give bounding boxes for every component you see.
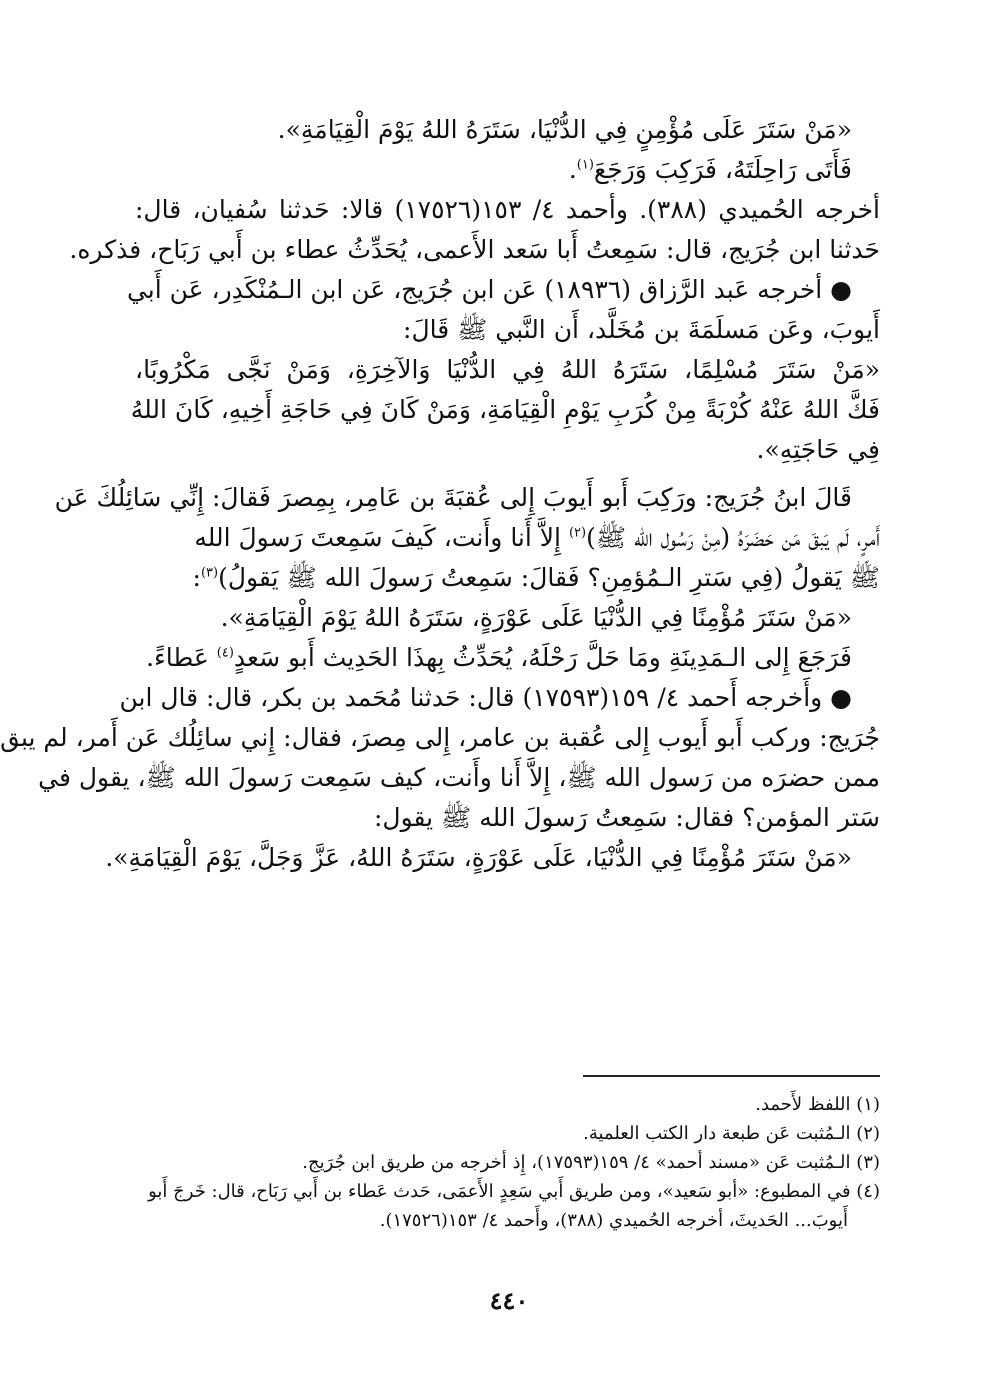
footnote-marker-3: (٣) bbox=[200, 565, 219, 581]
hadith-quote-2-line-2: فَكَّ اللهُ عَنْهُ كُرْبَةً مِنْ كُرَبِ يَوْمِ الْقِيَامَةِ، وَمَنْ كَانَ فِي حَاجَةِ أَخِيهِ، كَانَ اللهُ bbox=[130, 395, 880, 424]
hadith-quote-1: «مَنْ سَتَرَ عَلَى مُؤْمِنٍ فِي الدُّنْيَا، سَتَرَهُ اللهُ يَوْمَ الْقِيَامَةِ». bbox=[277, 115, 852, 144]
text-line: فَأَتَى رَاحِلَتَهُ، فَرَكِبَ وَرَجَعَ$^{(١)}$. bbox=[568, 155, 852, 184]
footnote-marker-4: (٤) bbox=[216, 645, 234, 661]
text-line: أخرجه الحُميدي (٣٨٨). وأحمد ٤/ ١٥٣(١٧٥٢٦) قالا: حَدثنا سُفيان، قال: bbox=[135, 195, 880, 224]
footnote-1: (١) اللفظ لأَحمد. bbox=[755, 1094, 880, 1115]
text-line: سَتر المؤمن؟ فقال: سَمِعتُ رَسولَ الله ﷺ يقول: bbox=[374, 803, 880, 832]
footnote-3: (٣) الـمُثبت عَن «مسند أحمد» ٤/ ١٥٩(١٧٥٩٣)، إِذ أخرجه من طريق ابن جُرَيج. bbox=[302, 1152, 880, 1173]
narration-paragraph: قَالَ ابنُ جُرَيج: ورَكِبَ أَبو أَيوبَ إِلى عُقبَةَ بن عَامِر، بِمِصرَ فَقالَ: إِنِّي سَائِلُكَ عَن bbox=[54, 483, 852, 512]
hadith-quote-4: «مَنْ سَتَرَ مُؤْمِنًا فِي الدُّنْيَا، عَلَى عَوْرَةٍ، سَتَرَهُ اللهُ، عَزَّ وَجَلَّ، يَوْمَ الْقِيَامَةِ». bbox=[105, 843, 852, 872]
footnote-marker-1: (١) bbox=[576, 157, 594, 173]
text-line: ﷺ يَقولُ (فِي سَترِ الـمُؤمِنِ؟ فَقالَ: سَمِعتُ رَسولَ الله ﷺ يَقولُ)$^{(٣)}$: bbox=[192, 563, 880, 592]
bullet-paragraph-1: ● أخرجه عَبد الرَّزاق (١٨٩٣٦) عَن ابن جُرَيج، عَن ابن الـمُنْكَدِر، عَن أَبي bbox=[126, 275, 852, 304]
text-line: فَرَجَعَ إِلى الـمَدِينَةِ ومَا حَلَّ رَحْلَهُ، يُحَدِّثُ بِهذَا الحَدِيث أَبو سَعدٍ$^{(٤)}$ عَطاءً. bbox=[146, 643, 852, 672]
bullet-paragraph-2: ● وأَخرجه أَحمد ٤/ ١٥٩(١٧٥٩٣) قال: حَدثنا مُحَمد بن بكر، قال: قال ابن bbox=[119, 683, 852, 712]
hadith-quote-2: «مَنْ سَتَرَ مُسْلِمًا، سَتَرَهُ اللهُ فِي الدُّنْيَا وَالآخِرَةِ، وَمَنْ نَجَّى مَكْرُوبًا، bbox=[135, 355, 880, 384]
text-line: ممن حضرَه من رَسول الله ﷺ، إِلاَّ أَنا وأَنت، كيف سَمِعت رَسولَ الله ﷺ، يقول في bbox=[38, 763, 880, 792]
main-text bbox=[0, 110, 880, 878]
text-line: حَدثنا ابن جُرَيج، قال: سَمِعتُ أَبا سَعد الأَعمى، يُحَدِّثُ عطاء بن أَبي رَبَاح، فذكره. bbox=[69, 235, 880, 264]
footnote-4: (٤) في المطبوع: «أبو سَعيد»، ومن طريق أَبي سَعِدٍ الأَعمَى، حَدث عَطاء بن أَبي رَبَاح، قال: خَرجَ أَبو bbox=[148, 1181, 880, 1202]
hadith-quote-2-line-3: فِي حَاجَتِهِ». bbox=[756, 435, 880, 464]
page-number: ٤٤٠ bbox=[489, 1286, 529, 1315]
text-line: أَيوبَ، وعَن مَسلَمَةَ بن مُخَلَّد، أَن النَّبي ﷺ قَالَ: bbox=[403, 315, 880, 344]
footnote-divider bbox=[583, 1075, 880, 1077]
footnote-4-continued: أَيوبَ... الحَديثَ، أخرجه الحُميدي (٣٨٨)، وأَحمد ٤/ ١٥٣(١٧٥٢٦). bbox=[379, 1210, 848, 1231]
hadith-quote-3: «مَنْ سَتَرَ مُؤْمِنًا فِي الدُّنْيَا عَلَى عَوْرَةٍ، سَتَرَهُ اللهُ يَوْمَ الْقِيَامَةِ». bbox=[220, 603, 852, 632]
text-line: أَمرٍ، لَم يَبقَ مَن حَضَرَهُ (مِنْ رَسُول الله ﷺ)$^{(٢)}$ إِلاَّ أَنا وأَنت، كَيفَ سَمِعتَ رَسولَ الله bbox=[194, 523, 880, 552]
text-line: جُرَيج: وركب أَبو أَيوب إِلى عُقبة بن عامر، إِلى مِصرَ، فقال: إِني سائِلُك عَن أَمر، لم يبق bbox=[0, 723, 880, 752]
footnote-2: (٢) الـمُثبت عَن طبعة دار الكتب العلمية. bbox=[583, 1123, 880, 1144]
footnote-marker-2: (٢) bbox=[568, 525, 587, 541]
footnotes bbox=[135, 1090, 880, 1235]
